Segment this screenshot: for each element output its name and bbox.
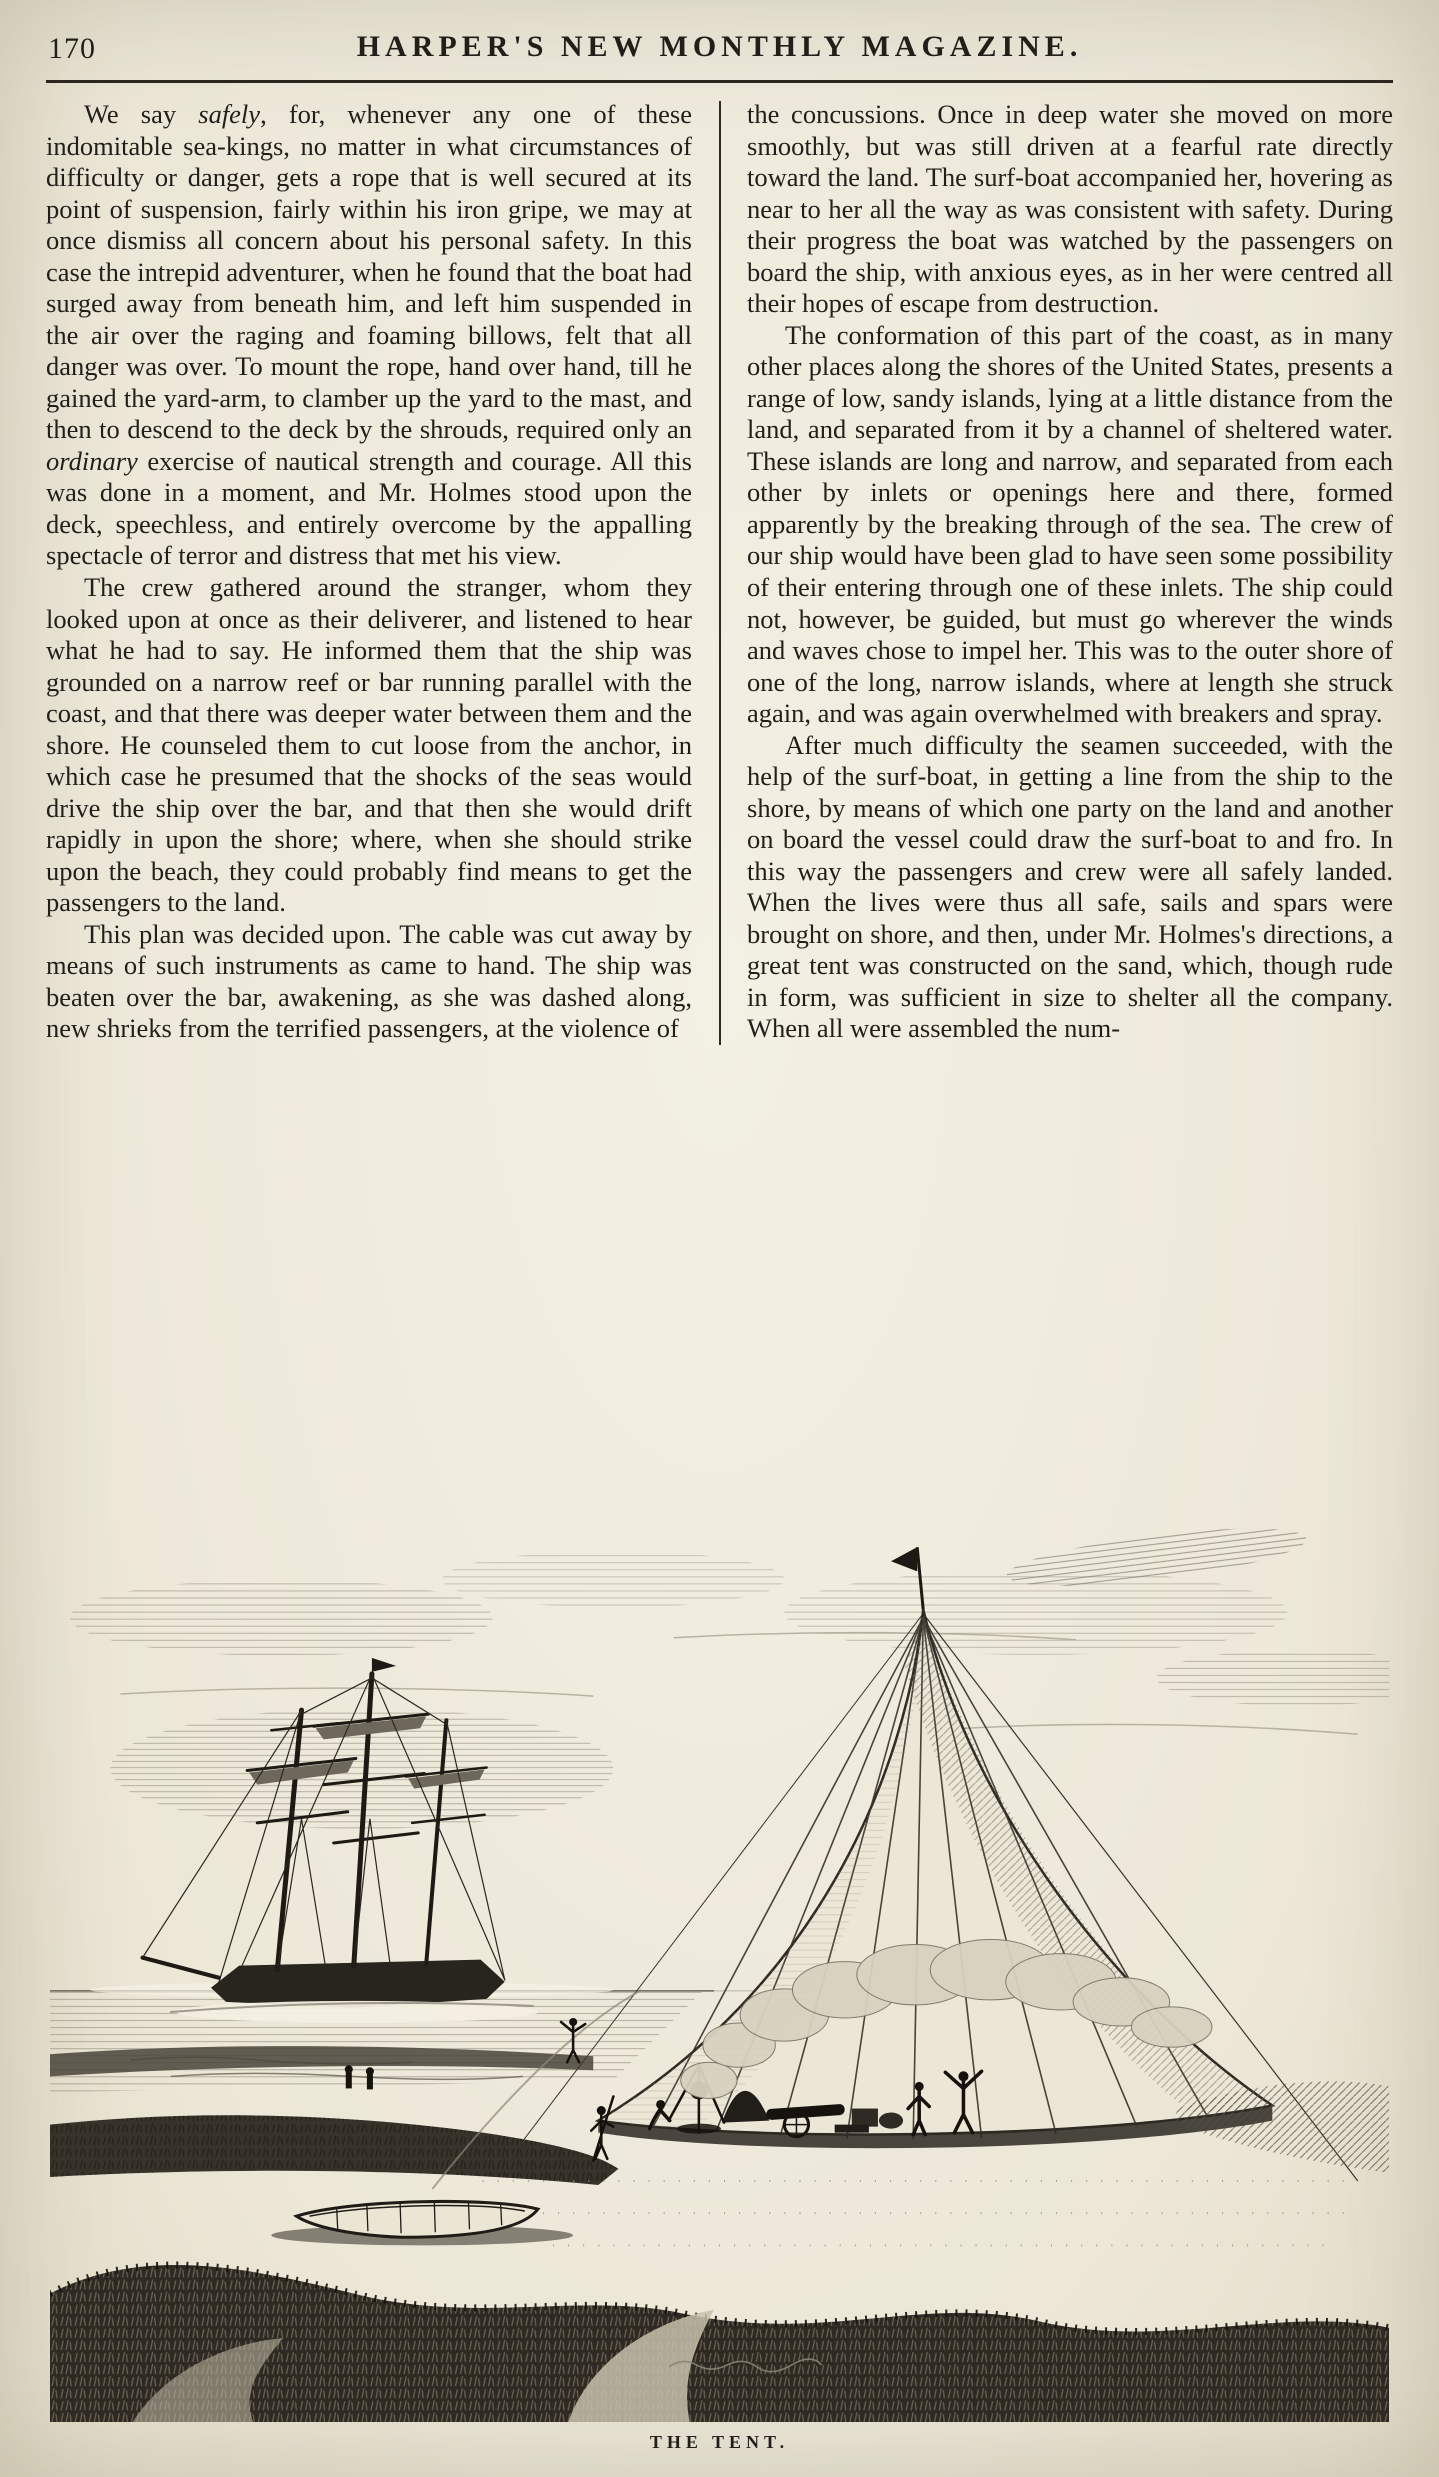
paragraph: After much difficulty the seamen succeeded, with the help of the surf-boat, in getting a line from the ship to the shore, by means of which one party on the land and another on board the vessel could draw the surf-boat to and fro. In this way the passengers and crew were all safely landed. When the lives were thus all safe, sails and spars were brought on shore, and then, under Mr. Holmes's directions, a great tent was constructed on the sand, which, though rude in form, was sufficient in size to shelter all the company. When all were assembled the num-	[747, 729, 1393, 1044]
wrecked-ship	[110, 1657, 613, 2022]
shipwreck-tent-engraving	[50, 1517, 1389, 2422]
surf-boat	[271, 2201, 573, 2245]
paragraph: We say safely, for, whenever any one of these indomitable sea-kings, no matter in what circumstances of difficulty or danger, gets a rope that is well secured at its point of suspension, fairly within his iron gripe, we may at once dismiss all concern about his personal safety. In this case the intrepid adventurer, when he found that the boat had surged away from beneath him, and left him suspended in the air over the raging and foaming billows, felt that all danger was over. To mount the rope, hand over hand, till he gained the yard-arm, to clamber up the yard to the mast, and then to descend to the deck by the shrouds, required only an ordinary exercise of nautical strength and courage. All this was done in a moment, and Mr. Holmes stood upon the deck, speechless, and entirely overcome by the appalling spectacle of terror and distress that met his view.	[46, 99, 692, 571]
header-rule	[46, 80, 1393, 83]
article-body	[46, 99, 1393, 1045]
paragraph: the concussions. Once in deep water she moved on more smoothly, but was still driven at a fearful rate directly toward the land. The surf-boat accompanied her, hovering as near to her all the way as was consistent with safety. During their progress the boat was watched by the passengers on board the ship, with anxious eyes, as in her were centred all their hopes of escape from destruction.	[747, 99, 1393, 319]
column-divider	[719, 101, 721, 1045]
paragraph: The crew gathered around the stranger, whom they looked upon at once as their deliverer, and listened to hear what he had to say. He informed them that the ship was grounded on a narrow reef or bar running parallel with the coast, and that there was deeper water between them and the shore. He counseled them to cut loose from the anchor, in which case he presumed that the shocks of the seas would drive the ship over the bar, and that then she would drift rapidly in upon the shore; where, when she should strike upon the beach, they could probably find means to get the passengers to the land.	[46, 571, 692, 918]
left-column	[46, 99, 692, 1045]
paragraph: The conformation of this part of the coast, as in many other places along the shores of the United States, presents a range of low, sandy islands, lying at a little distance from the land, and separated from it by a channel of sheltered water. These islands are long and narrow, and separated from each other by inlets or openings here and there, formed apparently by the breaking through of the sea. The crew of our ship would have been glad to have seen some possibility of their entering through one of these inlets. The ship could not, however, be guided, but must go wherever the winds and waves chose to impel her. This was to the outer shore of one of the long, narrow islands, where at length she struck again, and was again overwhelmed with breakers and spray.	[747, 319, 1393, 729]
magazine-title: HARPER'S NEW MONTHLY MAGAZINE.	[356, 30, 1083, 63]
page-header	[46, 30, 1393, 76]
sky-clouds	[70, 1517, 1389, 1734]
foreground-dunes	[50, 2265, 1389, 2422]
figure-caption: THE TENT.	[649, 2432, 790, 2452]
engraving-figure	[50, 1517, 1389, 2453]
right-column	[747, 99, 1393, 1045]
paragraph: This plan was decided upon. The cable was cut away by means of such instruments as came to hand. The ship was beaten over the bar, awakening, as she was dashed along, new shrieks from the terrified passengers, at the violence of	[46, 918, 692, 1044]
beach-texture	[483, 2181, 1358, 2245]
page-number: 170	[48, 32, 96, 65]
